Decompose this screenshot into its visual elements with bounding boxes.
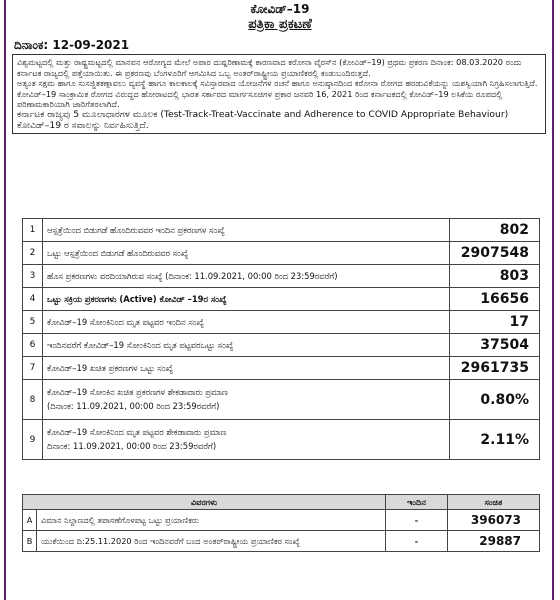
- row-label-line-1: ಕೋವಿಡ್–19 ಸೋಂಕಿನಿಂದ ಮೃತ ಪಟ್ಟವರ ಶೇಕಡಾವಾರು ಪ್ರಮಾಣ: [47, 427, 227, 437]
- row-label: ಕೋವಿಡ್–19 ಖಚಿತ ಪ್ರಕರಣಗಳ ಒಟ್ಟು ಸಂಖ್ಯೆ: [43, 357, 450, 380]
- row-value: 2961735: [450, 357, 540, 380]
- header-total: ಸಂಚಿತ: [448, 495, 540, 510]
- row-value: 803: [450, 265, 540, 288]
- row-number: 1: [23, 219, 43, 242]
- row-label: [43, 380, 450, 420]
- table-row: [23, 288, 540, 311]
- row-label: ಒಟ್ಟು ಆಸ್ಪತ್ರೆಯಿಂದ ಬಿಡುಗಡೆ ಹೊಂದಿರುವವರ ಸಂಖ್ಯೆ: [43, 242, 450, 265]
- row-value: 17: [450, 311, 540, 334]
- table-row: [23, 265, 540, 288]
- page-title: ಕೋವಿಡ್–19: [250, 2, 310, 16]
- intro-paragraph-4: ಕರ್ನಾಟಕ ರಾಜ್ಯವು 5 ಮೂಲಾಧಾರಗಳ ಮೂಲಕ (Test-Track-Treat-Vaccinate and Adherence to COVID Appropriate Behaviour) ಕೋವಿಡ್–19 ರ ಸವಾಲನ್ನು ನಿರ್ವಹಿಸುತ್ತಿದೆ.: [17, 108, 509, 131]
- row-number: 2: [23, 242, 43, 265]
- row-letter: B: [23, 531, 37, 552]
- row-total: 29887: [448, 531, 540, 552]
- travel-table: [22, 494, 540, 552]
- row-label: [43, 420, 450, 460]
- row-number: 9: [23, 420, 43, 460]
- table-row: [23, 510, 540, 531]
- row-label: ಕೋವಿಡ್–19 ಸೋಂಕಿನಿಂದ ಮೃತ ಪಟ್ಟವರ ಇಂದಿನ ಸಂಖ್ಯೆ: [43, 311, 450, 334]
- header-today: ಇಂದಿನ: [386, 495, 448, 510]
- row-value: 16656: [450, 288, 540, 311]
- row-value: 2907548: [450, 242, 540, 265]
- table-row: [23, 420, 540, 460]
- row-total: 396073: [448, 510, 540, 531]
- row-label-line-2: (ದಿನಾಂಕ: 11.09.2021, 00:00 ರಿಂದ 23:59ರವರೆಗೆ): [47, 401, 220, 411]
- table-row: [23, 219, 540, 242]
- table-header-row: [23, 495, 540, 510]
- table-row: [23, 380, 540, 420]
- row-label: ಇಂದಿನವರೆಗೆ ಕೋವಿಡ್–19 ಸೋಂಕಿನಿಂದ ಮೃತ ಪಟ್ಟವರಒಟ್ಟು ಸಂಖ್ಯೆ: [43, 334, 450, 357]
- row-label-line-1: ಕೋವಿಡ್–19 ಸೋಂಕಿನ ಖಚಿತ ಪ್ರಕರಣಗಳ ಶೇಕಡಾವಾರು ಪ್ರಮಾಣ: [47, 387, 228, 397]
- row-today: -: [386, 531, 448, 552]
- row-number: 4: [23, 288, 43, 311]
- date-label: ದಿನಾಂಕ: 12-09-2021: [14, 38, 130, 52]
- row-label: ಆಸ್ಪತ್ರೆಯಿಂದ ಬಿಡುಗಡೆ ಹೊಂದಿರುವವರ ಇಂದಿನ ಪ್ರಕರಣಗಳ ಸಂಖ್ಯೆ: [43, 219, 450, 242]
- row-label: ಹೊಸ ಪ್ರಕರಣಗಳು ವರದಿಯಾಗಿರುವ ಸಂಖ್ಯೆ (ದಿನಾಂಕ: 11.09.2021, 00:00 ರಿಂದ 23:59ರವರೆಗೆ): [43, 265, 450, 288]
- row-number: 5: [23, 311, 43, 334]
- row-number: 7: [23, 357, 43, 380]
- row-value: 37504: [450, 334, 540, 357]
- row-label-line-2: ದಿನಾಂಕ: 11.09.2021, 00:00 ರಿಂದ 23:59ರವರೆಗೆ): [47, 441, 217, 451]
- row-label: ಒಟ್ಟು ಸಕ್ರಿಯ ಪ್ರಕರಣಗಳು (Active) ಕೋವಿಡ್ –19ರ ಸಂಖ್ಯೆ: [43, 288, 450, 311]
- row-number: 8: [23, 380, 43, 420]
- row-value: 0.80%: [450, 380, 540, 420]
- table-row: [23, 334, 540, 357]
- table-row: [23, 242, 540, 265]
- page-subtitle: ಪತ್ರಿಕಾ ಪ್ರಕಟಣೆ: [248, 17, 312, 32]
- intro-paragraph-3: ಕೋವಿಡ್–19 ಸಾಂಕ್ರಾಮಿಕ ರೋಗದ ವಿರುದ್ಧದ ಹೋರಾಟದಲ್ಲಿ ಭಾರತ ಸರ್ಕಾರದ ಮಾರ್ಗಸೂಚಿಗಳ ಪ್ರಕಾರ ಜನವರಿ 16, 2021 ರಿಂದ ಕರ್ನಾಟಕದಲ್ಲಿ ಕೋವಿಡ್–19 ಲಸಿಕೆಯ ರೂಪದಲ್ಲಿ ಪರಿಣಾಮಕಾರಿಯಾಗಿ ಜಾರಿಗೆತರಲಾಗಿದೆ.: [17, 88, 503, 110]
- header-details: ವಿವರಗಳು: [23, 495, 386, 510]
- row-value: 802: [450, 219, 540, 242]
- row-letter: A: [23, 510, 37, 531]
- row-label: ವಿಮಾನ ನಿಲ್ದಾಣದಲ್ಲಿ ತಪಾಸಣೆಗೊಳಪಟ್ಟ ಒಟ್ಟು ಪ್ರಯಾಣಿಕರು: [37, 510, 386, 531]
- row-label: ಯುಕೆಯಿಂದ ದಿ:25.11.2020 ರಿಂದ ಇಂದಿನವರೆಗೆ ಬಂದ ಅಂತರ್‌ರಾಷ್ಟ್ರೀಯ ಪ್ರಯಾಣಿಕರ ಸಂಖ್ಯೆ: [37, 531, 386, 552]
- row-number: 3: [23, 265, 43, 288]
- table-row: [23, 357, 540, 380]
- intro-paragraph-2: ಅತ್ಯಂತ ಸಕ್ಷಮ ಹಾಗೂ ಸುಸಜ್ಜಿತಕಣ್ಗಾವಲು ವ್ಯವಸ್ಥೆ ಹಾಗೂ ಕಾಲಕಾಲಕ್ಕೆ ಸವಿಸ್ತಾರವಾದ ಯೋಜನೆಗಳ ರಚನೆ ಹಾಗೂ ಅನುಷ್ಠಾನದಿಂದ ಕರೋನಾ ರೋಗದ ಹರಡುವಿಕೆಯನ್ನು ಯಶಸ್ವಿಯಾಗಿ ನಿಗ್ರಹಿಸಲಾಗುತ್ತಿದೆ.: [17, 78, 538, 89]
- stats-table: [22, 218, 540, 460]
- row-value: 2.11%: [450, 420, 540, 460]
- row-today: -: [386, 510, 448, 531]
- table-row: [23, 531, 540, 552]
- row-number: 6: [23, 334, 43, 357]
- intro-paragraph-1: ವಿಶ್ವಮಟ್ಟದಲ್ಲಿ ಮತ್ತು ರಾಷ್ಟ್ರಮಟ್ಟದಲ್ಲಿ ಮಾನವನ ಆರೋಗ್ಯದ ಮೇಲೆ ಅಪಾರ ದುಷ್ಪರಿಣಾಮಕ್ಕೆ ಕಾರಣವಾದ ಕರೋನಾ ವೈರಸ್‌ನ (ಕೋವಿಡ್–19) ಪ್ರಥಮ ಪ್ರಕರಣ ದಿನಾಂಕ: 08.03.2020 ರಂದು ಕರ್ನಾಟಕ ರಾಜ್ಯದಲ್ಲಿ ಪತ್ತೆಯಾಯಿತು. ಈ ಪ್ರಕರಣವು ಬೆಂಗಳೂರಿಗೆ ಆಗಮಿಸಿದ ಒಬ್ಬ ಅಂತರ್‌ರಾಷ್ಟ್ರೀಯ ಪ್ರಯಾಣಿಕರಲ್ಲಿ ಕಂಡುಬಂದಿರುತ್ತದೆ.: [17, 57, 522, 78]
- table-row: [23, 311, 540, 334]
- intro-box: [12, 54, 546, 134]
